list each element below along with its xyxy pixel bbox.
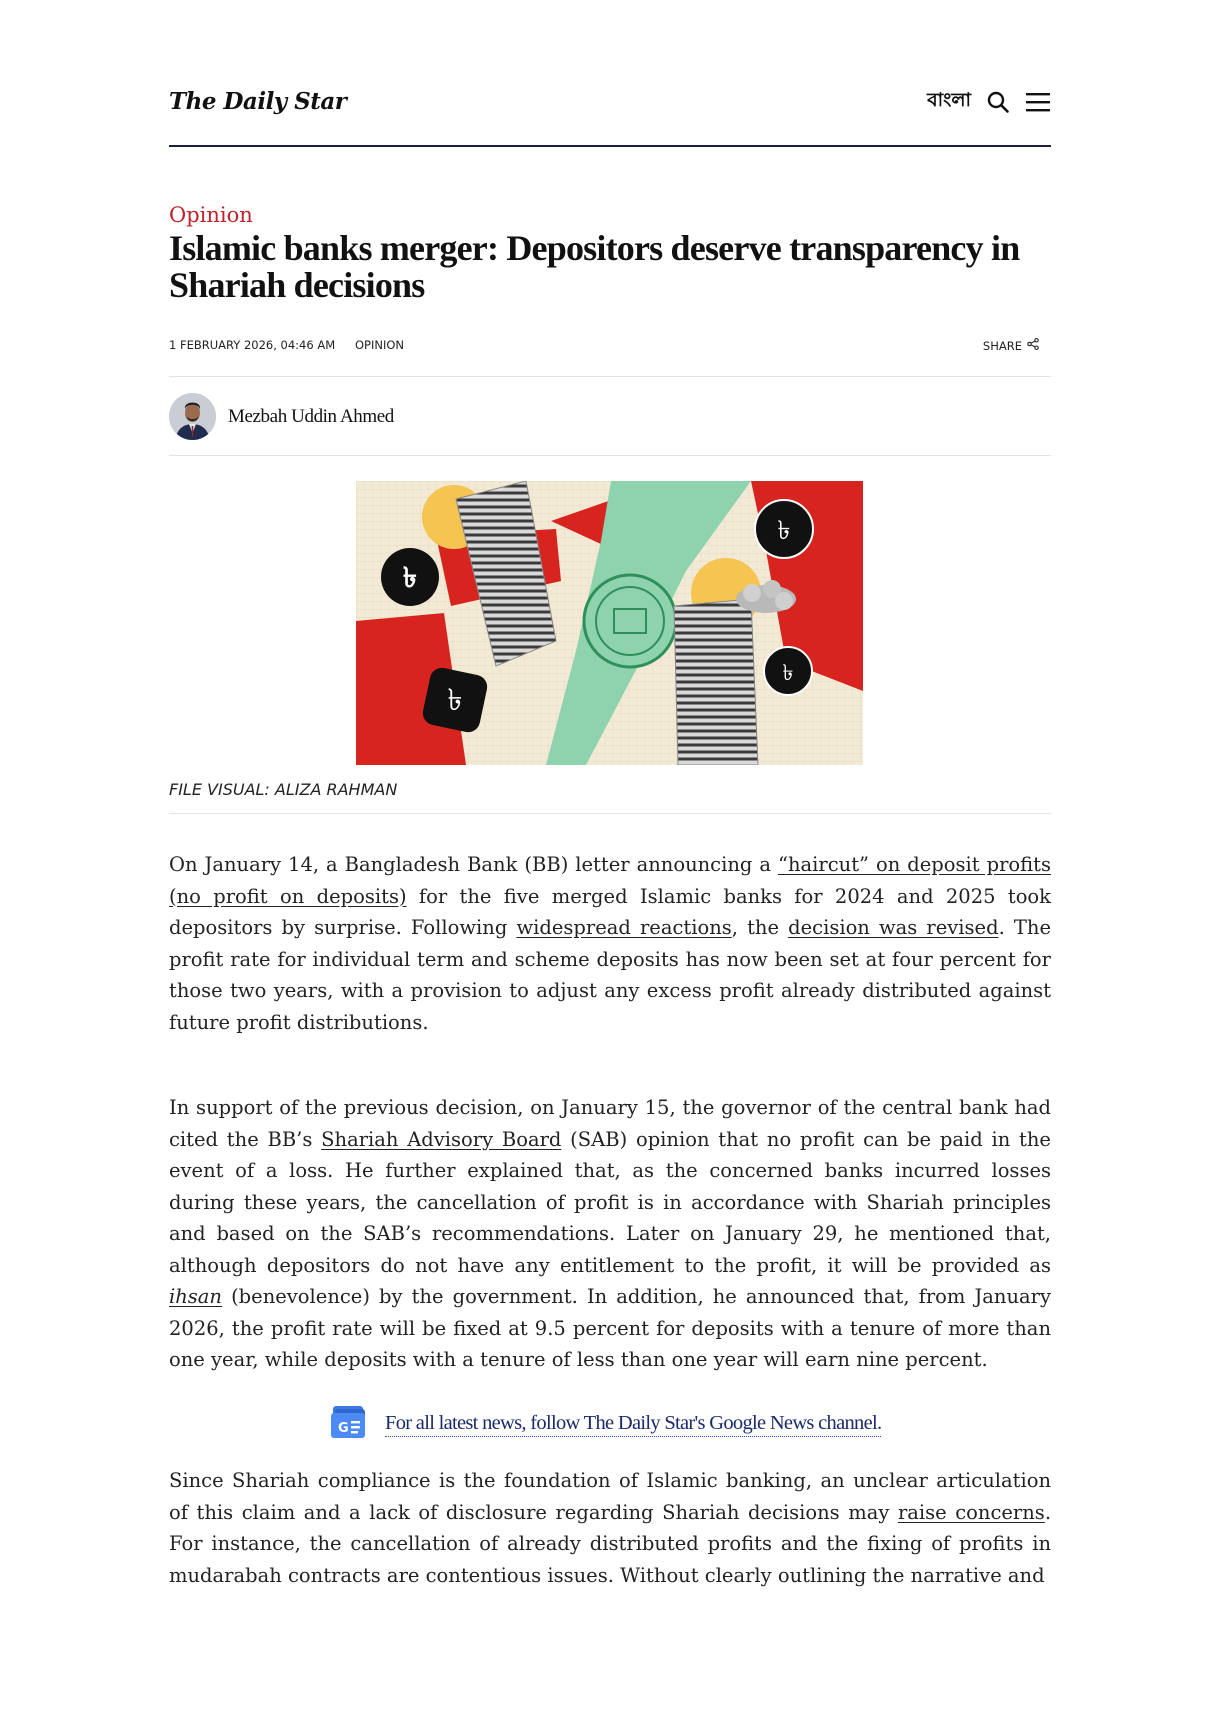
paragraph-text: . For instance, the cancellation of already distributed profits and the fixing of profits in mudarabah contracts are contentious issues. Without clearly outlining the narrative and <box>169 1500 1052 1587</box>
svg-text:৳: ৳ <box>782 661 794 686</box>
article-paragraph-1 <box>169 849 1051 1038</box>
search-icon[interactable] <box>985 89 1011 115</box>
header-actions <box>927 86 1051 118</box>
byline-divider <box>169 455 1051 456</box>
section-tag[interactable]: OPINION <box>355 338 405 352</box>
publish-date: 1 FEBRUARY 2026, 04:46 AM <box>169 338 336 352</box>
hamburger-menu-icon[interactable] <box>1025 89 1051 115</box>
paragraph-text: for the five merged Islamic banks for 2024 and 2025 took depositors by surprise. Following <box>169 884 1051 939</box>
raise-concerns-link[interactable]: raise concerns <box>897 1500 1045 1524</box>
author-name[interactable]: Mezbah Uddin Ahmed <box>228 405 394 427</box>
paragraph-text: On January 14, a Bangladesh Bank (BB) letter announcing a <box>169 853 778 876</box>
article-title: Islamic banks merger: Depositors deserve transparency in Shariah decisions <box>169 228 1020 305</box>
svg-text:৳: ৳ <box>403 561 417 594</box>
paragraph-text: (benevolence) by the government. In addition, he announced that, from January 2026, the profit rate will be fixed at 9.5 percent for deposits with a tenure of more than one year, while deposits with a tenure of less than one year will earn nine percent. <box>169 1285 1051 1371</box>
header-divider <box>169 145 1051 147</box>
article-paragraph-3 <box>169 1465 1051 1591</box>
haircut-link[interactable]: “haircut” on deposit profits (no profit on deposits) <box>169 853 1051 908</box>
google-news-icon <box>329 1406 367 1442</box>
paragraph-text: (SAB) opinion that no profit can be paid in the event of a loss. He further explained that, as the concerned banks incurred losses during these years, the cancellation of profit is in accordance with Shariah principles and based on the SAB’s recommendations. Later on January 29, he mentioned that, although depositors do not have any entitlement to the profit, it will be provided as <box>169 1127 1051 1277</box>
svg-text:G: G <box>338 1421 349 1436</box>
author-byline[interactable] <box>169 393 394 440</box>
google-news-promo[interactable] <box>329 1406 881 1442</box>
article-paragraph-2 <box>169 1092 1051 1376</box>
google-news-link-text[interactable]: For all latest news, follow The Daily Star's Google News channel. <box>385 1412 881 1437</box>
site-header <box>169 82 1051 132</box>
shariah-advisory-board-link[interactable]: Shariah Advisory Board <box>321 1127 562 1151</box>
widespread-reactions-link[interactable]: widespread reactions <box>516 916 732 939</box>
ihsan-link[interactable]: ihsan <box>169 1285 222 1308</box>
paragraph-text: , the <box>731 916 789 939</box>
svg-text:৳: ৳ <box>447 683 463 718</box>
meta-divider <box>169 376 1051 377</box>
bangla-language-link[interactable]: বাংলা <box>927 89 971 111</box>
hero-image <box>356 481 863 765</box>
share-button[interactable] <box>983 338 1039 353</box>
image-caption: FILE VISUAL: ALIZA RAHMAN <box>169 780 398 799</box>
decision-revised-link[interactable]: decision was revised <box>788 916 999 939</box>
paragraph-text: . The profit rate for individual term and scheme deposits has now been set at four percent for those two years, with a provision to adjust any excess profit already distributed against future profit distributions. <box>169 916 1052 1034</box>
article-category[interactable]: Opinion <box>169 203 253 227</box>
site-logo[interactable]: The Daily Star <box>169 88 347 115</box>
share-icon <box>1027 338 1039 353</box>
share-label: SHARE <box>982 338 1022 353</box>
svg-text:৳: ৳ <box>777 516 791 546</box>
article-meta <box>169 338 1051 354</box>
paragraph-text: In support of the previous decision, on January 15, the governor of the central bank had cited the BB’s <box>169 1096 1051 1151</box>
author-avatar <box>169 393 216 440</box>
caption-divider <box>169 813 1051 814</box>
paragraph-text: Since Shariah compliance is the foundation of Islamic banking, an unclear articulation of this claim and a lack of disclosure regarding Shariah decisions may <box>169 1469 1051 1524</box>
